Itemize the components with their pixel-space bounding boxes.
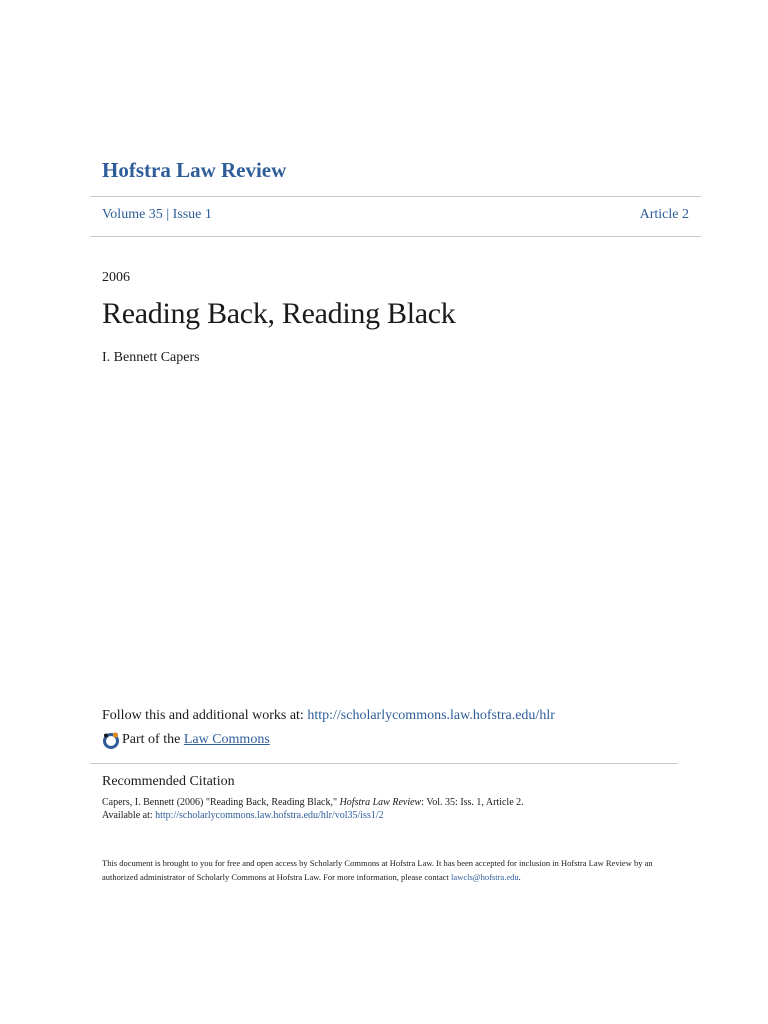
follow-label: Follow this and additional works at: [102,708,308,723]
issue-row [102,207,689,223]
available-url-link[interactable]: http://scholarlycommons.law.hofstra.edu/hlr/vol35/iss1/2 [155,810,384,821]
citation-available-line [102,809,524,822]
journal-title[interactable]: Hofstra Law Review [102,158,287,182]
header-rule-bottom [90,236,701,237]
header-rule-top [90,196,701,197]
volume-link[interactable]: Volume 35 [102,207,163,222]
citation-block [102,796,524,822]
contact-email-link[interactable]: lawcls@hofstra.edu [451,872,519,882]
citation-rule [90,763,678,764]
disclaimer-end: . [518,872,521,882]
follow-url-link[interactable]: http://scholarlycommons.law.hofstra.edu/hlr [307,708,555,723]
citation-prefix: Capers, I. Bennett (2006) "Reading Back, Reading Black," [102,797,340,808]
citation-line [102,796,524,809]
publication-year: 2006 [102,270,130,285]
article-link[interactable]: Article 2 [639,207,689,222]
article-title: Reading Back, Reading Black [102,297,456,330]
law-commons-link[interactable]: Law Commons [183,732,270,747]
citation-heading: Recommended Citation [102,774,235,789]
disclaimer-text: This document is brought to you for free and open access by Scholarly Commons at Hofstra Law. It has been accepted for inclusion in Hofstra Law Review by an authorized administrator of Scholarly Commons at Hofstra Law. For more information, please contact [102,858,653,882]
citation-journal: Hofstra Law Review [339,797,422,808]
access-disclaimer [102,856,662,884]
citation-suffix: : Vol. 35: Iss. 1, Article 2. [421,797,524,808]
available-label: Available at: [102,810,156,821]
bepress-network-icon [102,731,120,749]
volume-issue [102,207,212,223]
part-of-line [102,731,270,749]
article-author: I. Bennett Capers [102,350,200,365]
follow-line [102,708,555,724]
part-of-label: Part of the [122,732,181,747]
volume-issue-separator: | [166,207,170,222]
issue-link[interactable]: Issue 1 [172,207,212,222]
